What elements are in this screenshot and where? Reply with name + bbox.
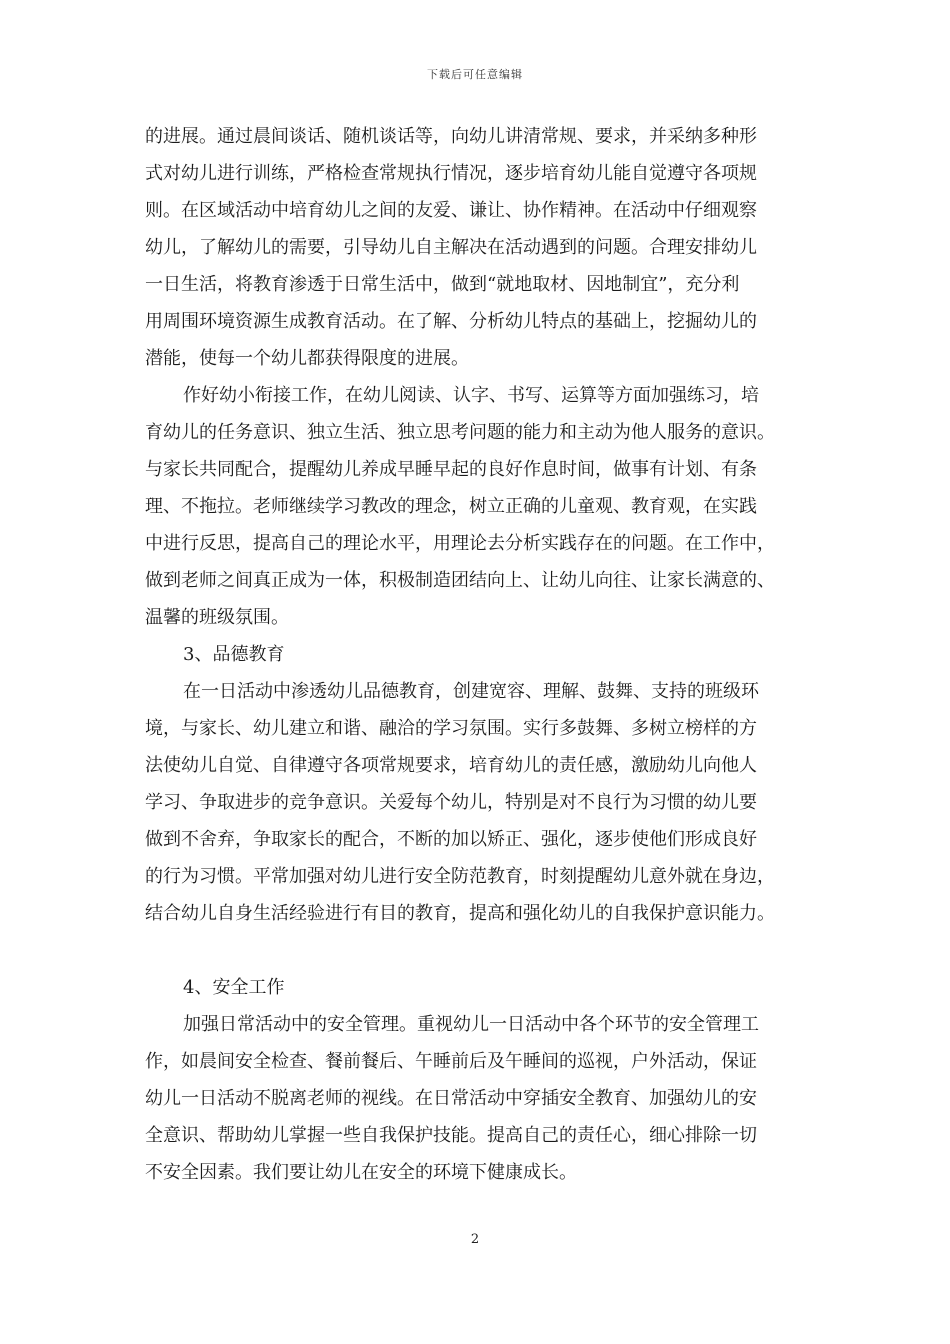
paragraph-safety-work — [145, 1006, 821, 1191]
text-line: 温馨的班级氛围。 — [145, 607, 289, 628]
text-line: 理、不拖拉。老师继续学习教改的理念，树立正确的儿童观、教育观，在实践 — [145, 496, 757, 517]
text-line: 用周围环境资源生成教育活动。在了解、分析幼儿特点的基础上，挖掘幼儿的 — [145, 311, 757, 332]
text-line: 幼儿，了解幼儿的需要，引导幼儿自主解决在活动遇到的问题。合理安排幼儿 — [145, 237, 757, 258]
text-line: 加强日常活动中的安全管理。重视幼儿一日活动中各个环节的安全管理工 — [183, 1014, 759, 1035]
text-line: 一日生活，将教育渗透于日常生活中，做到“就地取材、因地制宜”，充分利 — [145, 274, 740, 295]
text-line: 育幼儿的任务意识、独立生活、独立思考问题的能力和主动为他人服务的意识。 — [145, 422, 775, 443]
text-line: 的进展。通过晨间谈话、随机谈话等，向幼儿讲清常规、要求，并采纳多种形 — [145, 126, 757, 147]
text-line: 全意识、帮助幼儿掌握一些自我保护技能。提高自己的责任心，细心排除一切 — [145, 1125, 757, 1146]
section-heading: 4、安全工作 — [183, 977, 285, 998]
paragraph-moral-education — [145, 673, 821, 932]
text-line: 作，如晨间安全检查、餐前餐后、午睡前后及午睡间的巡视，户外活动，保证 — [145, 1051, 757, 1072]
text-line: 不安全因素。我们要让幼儿在安全的环境下健康成长。 — [145, 1162, 577, 1183]
text-line: 潜能，使每一个幼儿都获得限度的进展。 — [145, 348, 469, 369]
text-line: 做到老师之间真正成为一体，积极制造团结向上、让幼儿向往、让家长满意的、 — [145, 570, 775, 591]
text-line: 做到不舍弃，争取家长的配合，不断的加以矫正、强化，逐步使他们形成良好 — [145, 829, 757, 850]
page-number: 2 — [470, 1232, 480, 1247]
text-line: 作好幼小衔接工作，在幼儿阅读、认字、书写、运算等方面加强练习，培 — [183, 385, 759, 406]
text-line: 结合幼儿自身生活经验进行有目的教育，提高和强化幼儿的自我保护意识能力。 — [145, 903, 775, 924]
paragraph-continuation — [145, 118, 821, 377]
section-heading: 3、品德教育 — [183, 644, 285, 665]
text-line: 的行为习惯。平常加强对幼儿进行安全防范教育，时刻提醒幼儿意外就在身边， — [145, 866, 775, 887]
page-header: 下载后可任意编辑 — [427, 68, 523, 81]
document-body — [145, 118, 821, 1191]
blank-line — [145, 932, 821, 969]
text-line: 法使幼儿自觉、自律遵守各项常规要求，培育幼儿的责任感，激励幼儿向他人 — [145, 755, 757, 776]
text-line: 与家长共同配合，提醒幼儿养成早睡早起的良好作息时间，做事有计划、有条 — [145, 459, 757, 480]
text-line: 学习、争取进步的竞争意识。关爱每个幼儿，特别是对不良行为习惯的幼儿要 — [145, 792, 757, 813]
text-line: 在一日活动中渗透幼儿品德教育，创建宽容、理解、鼓舞、支持的班级环 — [183, 681, 759, 702]
text-line: 境，与家长、幼儿建立和谐、融洽的学习氛围。实行多鼓舞、多树立榜样的方 — [145, 718, 757, 739]
text-line: 中进行反思，提高自己的理论水平，用理论去分析实践存在的问题。在工作中， — [145, 533, 775, 554]
text-line: 式对幼儿进行训练，严格检查常规执行情况，逐步培育幼儿能自觉遵守各项规 — [145, 163, 757, 184]
text-line: 则。在区域活动中培育幼儿之间的友爱、谦让、协作精神。在活动中仔细观察 — [145, 200, 757, 221]
text-line: 幼儿一日活动不脱离老师的视线。在日常活动中穿插安全教育、加强幼儿的安 — [145, 1088, 757, 1109]
paragraph-transition-work — [145, 377, 821, 636]
